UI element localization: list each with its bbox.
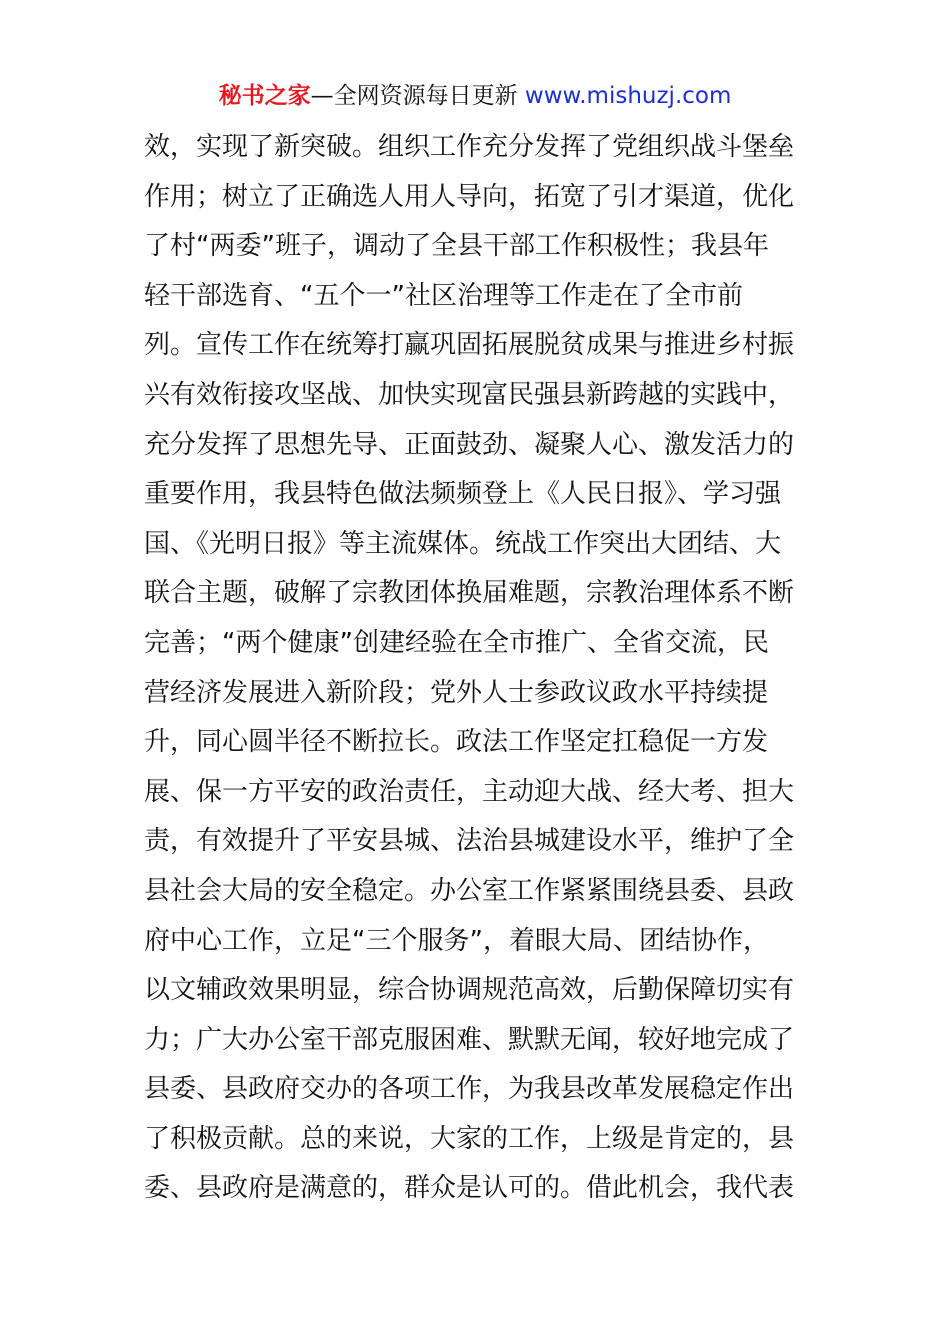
text-line: 委、县政府是满意的，群众是认可的。借此机会，我代表 (144, 1173, 795, 1204)
text-line: 了村“两委”班子，调动了全县干部工作积极性；我县年 (144, 231, 769, 262)
text-line: 营经济发展进入新阶段；党外人士参政议政水平持续提 (144, 677, 769, 708)
document-body (144, 123, 824, 1214)
text-line: 效，实现了新突破。组织工作充分发挥了党组织战斗堡垒 (144, 132, 795, 162)
text-line: 国、《光明日报》等主流媒体。统战工作突出大团结、大 (144, 528, 782, 559)
text-line: 了积极贡献。总的来说，大家的工作，上级是肯定的，县 (144, 1123, 795, 1154)
text-line: 联合主题，破解了宗教团体换届难题，宗教治理体系不断 (144, 578, 795, 609)
text-line: 作用；树立了正确选人用人导向，拓宽了引才渠道，优化 (144, 181, 795, 212)
text-line: 责，有效提升了平安县城、法治县城建设水平，维护了全 (144, 826, 795, 857)
text-line: 升，同心圆半径不断拉长。政法工作坚定扛稳促一方发 (144, 727, 769, 758)
text-line: 兴有效衔接攻坚战、加快实现富民强县新跨越的实践中， (144, 379, 795, 410)
text-line: 县委、县政府交办的各项工作，为我县改革发展稳定作出 (144, 1074, 795, 1105)
text-line: 轻干部选育、“五个一”社区治理等工作走在了全市前 (144, 280, 743, 311)
text-line: 力；广大办公室干部克服困难、默默无闻，较好地完成了 (144, 1024, 795, 1055)
text-line: 府中心工作，立足“三个服务”，着眼大局、团结协作， (144, 925, 769, 956)
site-url-link[interactable]: www.mishuzj.com (524, 83, 732, 109)
text-line: 重要作用，我县特色做法频频登上《人民日报》、学习强 (144, 479, 782, 510)
text-line: 完善；“两个健康”创建经验在全市推广、全省交流，民 (144, 627, 769, 658)
text-line: 展、保一方平安的政治责任，主动迎大战、经大考、担大 (144, 776, 795, 807)
text-line: 充分发挥了思想先导、正面鼓劲、凝聚人心、激发活力的 (144, 429, 795, 460)
brand-name: 秘书之家 (218, 83, 311, 109)
header-tagline: —全网资源每日更新 (310, 83, 525, 109)
text-line: 列。宣传工作在统筹打赢巩固拓展脱贫成果与推进乡村振 (144, 330, 795, 361)
site-header (0, 80, 950, 112)
text-line: 以文辅政效果明显，综合协调规范高效，后勤保障切实有 (144, 975, 795, 1006)
text-line: 县社会大局的安全稳定。办公室工作紧紧围绕县委、县政 (144, 875, 795, 906)
